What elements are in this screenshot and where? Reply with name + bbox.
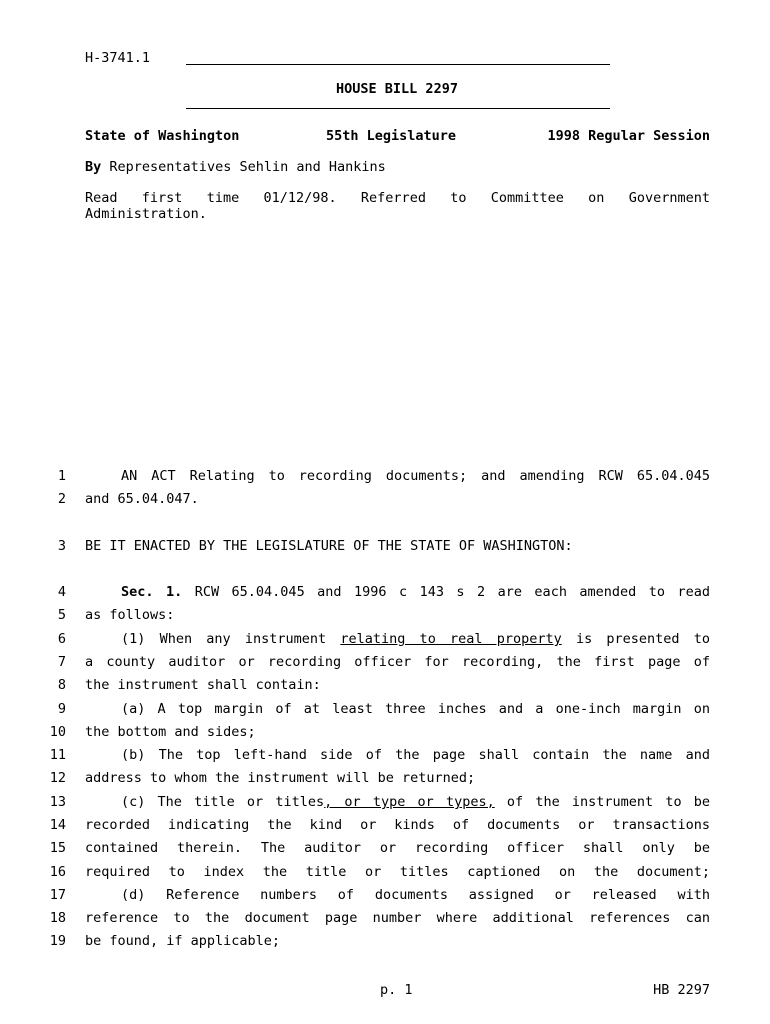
line-number: 14 (49, 817, 66, 833)
footer-bill-number: HB 2297 (653, 982, 710, 998)
inserted-text: relating to real property (340, 631, 562, 647)
body-line-10: the bottom and sides; (85, 724, 256, 740)
bill-title: HOUSE BILL 2297 (336, 81, 458, 97)
text-segment: (b) The top left-hand side of the page shall contain the name and (121, 747, 710, 763)
header-rule-bottom (186, 108, 610, 109)
line-number: 13 (49, 794, 66, 810)
line-number: 7 (57, 654, 66, 670)
body-line-14: recorded indicating the kind or kinds of documents or transactions (85, 817, 710, 833)
page-number: p. 1 (380, 982, 413, 998)
body-line-12: address to whom the instrument will be returned; (85, 770, 476, 786)
enacting-clause: BE IT ENACTED BY THE LEGISLATURE OF THE STATE OF WASHINGTON: (85, 538, 573, 554)
read-line-1: Read first time 01/12/98. Referred to Committee on Government (85, 190, 710, 206)
line-number: 12 (49, 770, 66, 786)
body-line-6 (85, 631, 710, 648)
line-number: 10 (49, 724, 66, 740)
section-heading: Sec. 1. (121, 584, 183, 600)
body-line-7: a county auditor or recording officer for recording, the first page of (85, 654, 710, 670)
line-number: 3 (57, 538, 66, 554)
body-line-17 (85, 887, 710, 904)
line-number: 2 (57, 491, 66, 507)
line-number: 8 (57, 677, 66, 693)
body-line-8: the instrument shall contain: (85, 677, 321, 693)
text-segment: (1) When any instrument (121, 631, 341, 647)
sponsors-line (85, 159, 386, 176)
state-label: State of Washington (85, 128, 240, 144)
line-number: 11 (49, 747, 66, 763)
body-line-11 (85, 747, 710, 764)
session-label: 1998 Regular Session (547, 128, 710, 144)
line-number: 18 (49, 910, 66, 926)
body-line-1 (85, 468, 710, 485)
inserted-text: , or type or types, (324, 794, 495, 810)
act-title: AN ACT Relating to recording documents; and amending RCW 65.04.045 (121, 468, 710, 484)
line-number: 16 (49, 864, 66, 880)
body-line-5: as follows: (85, 607, 175, 623)
body-line-16: required to index the title or titles captioned on the document; (85, 864, 710, 880)
line-number: 19 (49, 933, 66, 949)
text-segment: (c) The title or titles (121, 794, 325, 810)
text-segment: of the instrument to be (494, 794, 710, 810)
sponsors: Representatives Sehlin and Hankins (109, 159, 386, 175)
text-segment: (d) Reference numbers of documents assigned or released with (121, 887, 710, 903)
line-number: 15 (49, 840, 66, 856)
by-label: By (85, 159, 102, 175)
body-line-19: be found, if applicable; (85, 933, 281, 949)
section-intro: RCW 65.04.045 and 1996 c 143 s 2 are each amended to read (182, 584, 710, 600)
legislature-label: 55th Legislature (326, 128, 457, 144)
text-segment: (a) A top margin of at least three inches and a one-inch margin on (121, 701, 710, 717)
body-line-13 (85, 794, 710, 811)
body-line-2: and 65.04.047. (85, 491, 199, 507)
text-segment: is presented to (561, 631, 710, 647)
line-number: 6 (57, 631, 66, 647)
read-line-2: Administration. (85, 206, 207, 222)
body-line-4 (85, 584, 710, 601)
line-number: 9 (57, 701, 66, 717)
line-number: 1 (57, 468, 66, 484)
body-line-18: reference to the document page number where additional references can (85, 910, 710, 926)
bill-code: H-3741.1 (85, 50, 151, 66)
body-line-9 (85, 701, 710, 718)
line-number: 17 (49, 887, 66, 903)
line-number: 4 (57, 584, 66, 600)
line-number: 5 (57, 607, 66, 623)
body-line-15: contained therein. The auditor or recording officer shall only be (85, 840, 710, 856)
header-rule-top (186, 64, 610, 65)
